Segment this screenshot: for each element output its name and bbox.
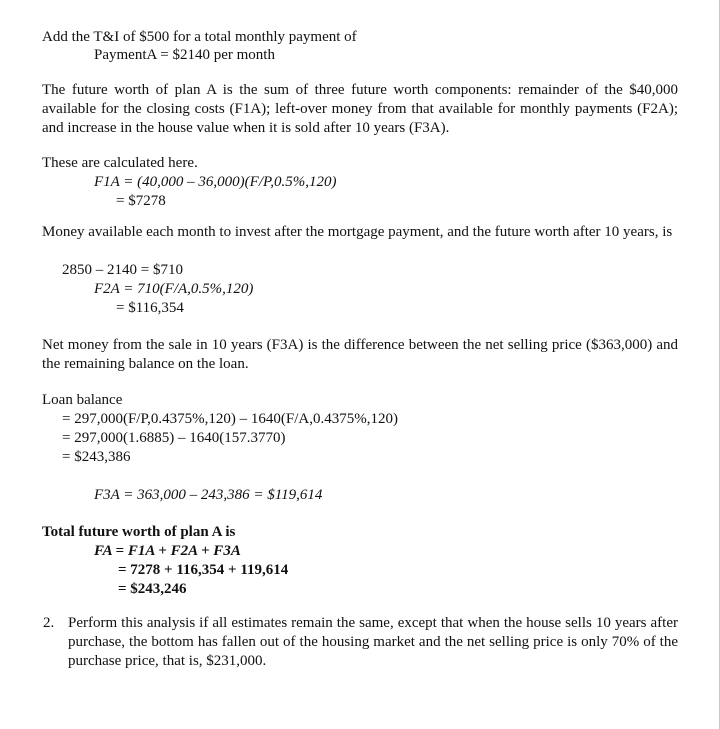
- equation-loan-2: = 297,000(1.6885) – 1640(157.3770): [62, 430, 286, 446]
- paragraph-future-worth: The future worth of plan A is the sum of three future worth components: remainder of the $40,000 available for the closing costs (F1A); left-over money from that available for monthly payments (F2A); and increase in the house value when it is sold after 10 years (F3A).: [42, 82, 678, 136]
- paragraph-net-money: Net money from the sale in 10 years (F3A) is the difference between the net selling price ($363,000) and the remaining balance on the loan.: [42, 337, 678, 372]
- equation-f2a: F2A = 710(F/A,0.5%,120): [94, 281, 254, 297]
- list-item-text: Perform this analysis if all estimates remain the same, except that when the house sells 10 years after purchase, the bottom has fallen out of the housing market and the net selling price is only 70% of the purchase price, that is, $231,000.: [68, 615, 678, 669]
- text-line-calculated: These are calculated here.: [42, 155, 198, 171]
- equation-loan-1: = 297,000(F/P,0.4375%,120) – 1640(F/A,0.4375%,120): [62, 411, 398, 427]
- equation-f1a-result: = $7278: [116, 193, 166, 209]
- text-line-tandi: Add the T&I of $500 for a total monthly payment of: [42, 29, 357, 45]
- equation-fa: FA = F1A + F2A + F3A: [94, 543, 241, 559]
- equation-fa-sum: = 7278 + 116,354 + 119,614: [118, 562, 289, 578]
- list-item-number: 2.: [43, 615, 55, 631]
- heading-total-future-worth: Total future worth of plan A is: [42, 524, 236, 540]
- equation-f1a: F1A = (40,000 – 36,000)(F/P,0.5%,120): [94, 174, 337, 190]
- equation-f3a: F3A = 363,000 – 243,386 = $119,614: [94, 487, 323, 503]
- equation-fa-result: = $243,246: [118, 581, 187, 597]
- equation-f2a-result: = $116,354: [116, 300, 184, 316]
- text-line-loan-balance: Loan balance: [42, 392, 123, 408]
- equation-monthly-left: 2850 – 2140 = $710: [62, 262, 183, 278]
- text-line-payment: PaymentA = $2140 per month: [94, 47, 275, 63]
- equation-loan-3: = $243,386: [62, 449, 131, 465]
- paragraph-money-available: Money available each month to invest after the mortgage payment, and the future worth after 10 years, is: [42, 224, 673, 240]
